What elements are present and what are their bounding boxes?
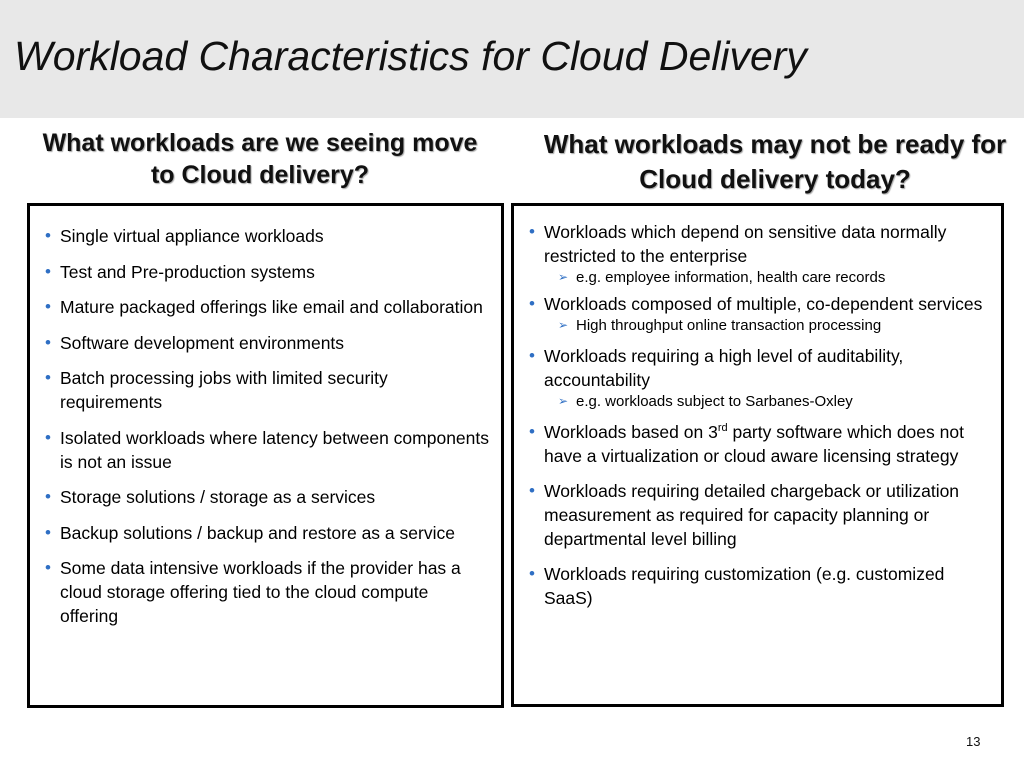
right-column-heading: What workloads may not be ready for Cloud delivery today? bbox=[543, 129, 1007, 194]
list-item: • Backup solutions / backup and restore as a service bbox=[45, 522, 455, 543]
bullet-icon: • bbox=[529, 564, 535, 583]
arrow-bullet-icon: ➢ bbox=[558, 318, 569, 332]
list-item: • Test and Pre-production systems bbox=[45, 261, 315, 282]
sub-list bbox=[544, 268, 994, 287]
list-item: • Isolated workloads where latency between components is not an issue bbox=[45, 427, 489, 472]
list-item: • Workloads based on 3rd party software which does not have a virtualization or cloud aware licensing strategy bbox=[529, 422, 964, 466]
arrow-bullet-icon: ➢ bbox=[558, 270, 569, 284]
list-item: • Workloads requiring detailed chargeback or utilization measurement as required for capacity planning or departmental level billing bbox=[529, 481, 960, 549]
bullet-icon: • bbox=[45, 332, 51, 352]
sub-list-item: ➢ e.g. employee information, health care records bbox=[558, 269, 886, 286]
slide-title: Workload Characteristics for Cloud Delivery bbox=[14, 33, 807, 79]
left-column-heading: What workloads are we seeing move to Cloud delivery? bbox=[42, 129, 478, 189]
left-bullet-list bbox=[45, 224, 490, 640]
page-number: 13 bbox=[966, 734, 981, 749]
bullet-icon: • bbox=[45, 297, 51, 316]
sub-list bbox=[544, 392, 994, 411]
left-content-box bbox=[27, 203, 504, 708]
bullet-icon: • bbox=[529, 481, 535, 500]
right-bullet-list bbox=[529, 220, 994, 621]
bullet-icon: • bbox=[529, 294, 535, 313]
arrow-bullet-icon: ➢ bbox=[558, 394, 569, 408]
bullet-icon: • bbox=[529, 222, 535, 241]
sub-list-item: ➢ e.g. workloads subject to Sarbanes-Oxley bbox=[558, 393, 853, 410]
list-item: • Workloads requiring customization (e.g. customized SaaS) bbox=[529, 564, 945, 608]
right-content-box bbox=[511, 203, 1004, 707]
bullet-icon: • bbox=[45, 558, 51, 577]
bullet-icon: • bbox=[45, 261, 51, 281]
bullet-icon: • bbox=[45, 226, 51, 245]
list-item: • Workloads requiring a high level of auditability, accountability ➢ e.g. workloads subject to Sarbanes-Oxley bbox=[544, 344, 994, 411]
list-item: • Workloads composed of multiple, co-dependent services ➢ High throughput online transaction processing bbox=[544, 292, 994, 335]
list-item: • Single virtual appliance workloads bbox=[45, 226, 324, 246]
bullet-icon: • bbox=[45, 427, 51, 447]
sub-list-item: ➢ High throughput online transaction processing bbox=[558, 317, 882, 334]
list-item: • Mature packaged offerings like email and collaboration bbox=[45, 297, 483, 317]
bullet-icon: • bbox=[45, 487, 51, 506]
list-item: • Software development environments bbox=[45, 332, 345, 353]
list-item: • Batch processing jobs with limited security requirements bbox=[45, 368, 388, 412]
bullet-icon: • bbox=[45, 368, 51, 387]
list-item: • Some data intensive workloads if the provider has a cloud storage offering tied to the cloud compute offering bbox=[45, 558, 461, 626]
sub-list bbox=[544, 316, 994, 335]
bullet-icon: • bbox=[529, 346, 535, 365]
bullet-icon: • bbox=[529, 422, 535, 441]
bullet-icon: • bbox=[45, 522, 51, 542]
list-item: • Storage solutions / storage as a services bbox=[45, 487, 376, 507]
list-item: • Workloads which depend on sensitive data normally restricted to the enterprise ➢ e.g. employee information, health care records bbox=[544, 220, 994, 287]
